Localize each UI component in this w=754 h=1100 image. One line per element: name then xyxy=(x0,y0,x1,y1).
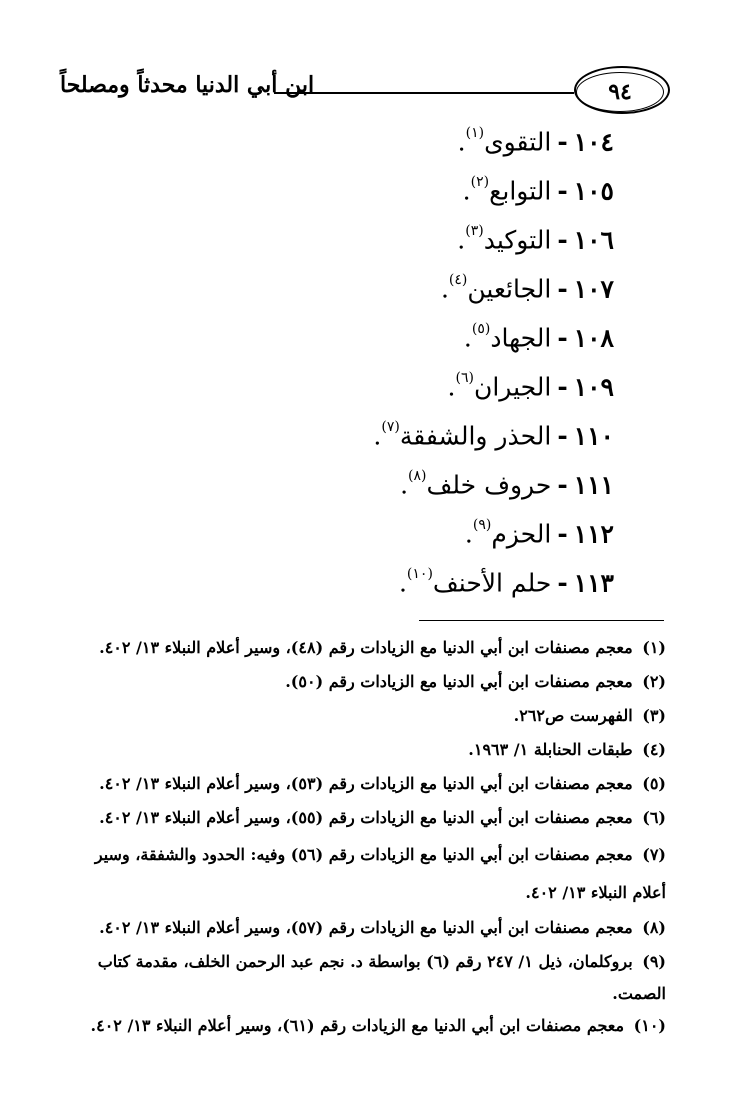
header-rule xyxy=(274,92,574,94)
footnote-ref[interactable]: (١) xyxy=(465,125,485,141)
list-item: ١٠٧-الجائعين$^{(٤)}$. xyxy=(440,272,614,304)
footnote-ref[interactable]: (٣) xyxy=(465,223,484,239)
footnote-ref[interactable]: (٤) xyxy=(448,272,468,288)
footnote-ref[interactable]: (٨) xyxy=(408,468,427,484)
footnote xyxy=(70,836,666,912)
entry-number: ١٠٨ xyxy=(573,323,614,353)
footnote-text: معجم مصنفات ابن أبي الدنيا مع الزيادات رقم (٥٥)، وسير أعلام النبلاء ١٣/ ٤٠٢. xyxy=(99,808,633,827)
footnote-number: (١٠) xyxy=(633,1016,666,1035)
footnote xyxy=(70,802,666,836)
list-item: ١٠٨-الجهاد$^{(٥)}$. xyxy=(463,321,614,353)
footnote xyxy=(70,912,666,946)
list-item: ١١١-حروف خلف$^{(٨)}$. xyxy=(400,468,614,500)
footnote-ref[interactable]: (١٠) xyxy=(406,566,433,582)
footnotes xyxy=(70,632,666,1044)
list-item: ١٠٦-التوكيد$^{(٣)}$. xyxy=(457,223,614,255)
footnote-number: (٣) xyxy=(642,706,666,725)
footnote-ref[interactable]: (٧) xyxy=(381,419,400,435)
entry-number: ١٠٥ xyxy=(573,176,614,206)
footnote-number: (٩) xyxy=(642,952,666,971)
footnote xyxy=(70,768,666,802)
footnote-text: الفهرست ص٢٦٢. xyxy=(513,706,633,725)
footnote-number: (٥) xyxy=(642,774,666,793)
list-item: ١٠٩-الجيران$^{(٦)}$. xyxy=(447,370,614,402)
footnote-ref[interactable]: (٢) xyxy=(470,174,490,190)
entry-number: ١١٣ xyxy=(573,568,614,598)
footnote xyxy=(70,666,666,700)
entry-title: الجهاد xyxy=(490,323,552,353)
entry-number: ١١٠ xyxy=(573,421,614,451)
entry-number: ١١٢ xyxy=(573,519,614,549)
footnote-text: بروكلمان، ذيل ١/ ٢٤٧ رقم (٦) بواسطة د. نجم عبد الرحمن الخلف، مقدمة كتاب الصمت. xyxy=(97,952,666,1003)
footnote-divider xyxy=(419,620,664,621)
footnote-text: معجم مصنفات ابن أبي الدنيا مع الزيادات رقم (٥٣)، وسير أعلام النبلاء ١٣/ ٤٠٢. xyxy=(99,774,633,793)
footnote-ref[interactable]: (٦) xyxy=(455,370,474,386)
entry-title: التوابع xyxy=(489,176,552,206)
footnote-text: طبقات الحنابلة ١/ ١٩٦٣. xyxy=(468,740,633,759)
entry-number: ١٠٦ xyxy=(573,225,614,255)
footnote-number: (١) xyxy=(642,638,666,657)
page-header xyxy=(60,62,670,122)
footnote-number: (٨) xyxy=(642,918,666,937)
footnote-number: (٧) xyxy=(642,845,666,864)
footnote-text: معجم مصنفات ابن أبي الدنيا مع الزيادات رقم (٦١)، وسير أعلام النبلاء ١٣/ ٤٠٢. xyxy=(90,1016,625,1035)
footnote-ref[interactable]: (٩) xyxy=(472,517,492,533)
footnote-text: معجم مصنفات ابن أبي الدنيا مع الزيادات رقم (٥٠). xyxy=(285,672,633,691)
entry-number: ١٠٩ xyxy=(573,372,614,402)
footnote xyxy=(70,946,666,1010)
footnote-text: معجم مصنفات ابن أبي الدنيا مع الزيادات رقم (٥٦) وفيه: الحدود والشفقة، وسير أعلام النبلاء ١٣/ ٤٠٢. xyxy=(94,845,666,902)
entry-title: الجيران xyxy=(473,372,552,402)
list-item: ١٠٤-التقوى$^{(١)}$. xyxy=(457,125,614,157)
entry-title: حلم الأحنف xyxy=(432,568,552,598)
list-item: ١١٢-الحزم$^{(٩)}$. xyxy=(464,517,614,549)
page-number: ٩٤ xyxy=(576,72,664,112)
page-number-badge xyxy=(574,66,670,114)
footnote-number: (٢) xyxy=(642,672,666,691)
footnote-number: (٦) xyxy=(642,808,666,827)
entry-number: ١١١ xyxy=(573,470,614,500)
book-list xyxy=(254,117,614,607)
entry-number: ١٠٤ xyxy=(573,127,614,157)
footnote xyxy=(70,734,666,768)
entry-title: الحزم xyxy=(491,519,552,549)
footnote xyxy=(70,632,666,666)
running-title: ابن أبي الدنيا محدثاً ومصلحاً xyxy=(60,72,315,98)
entry-title: التقوى xyxy=(484,127,552,157)
footnote-ref[interactable]: (٥) xyxy=(471,321,491,337)
entry-title: حروف خلف xyxy=(426,470,552,500)
list-item: ١١٠-الحذر والشفقة$^{(٧)}$. xyxy=(373,419,614,451)
entry-number: ١٠٧ xyxy=(573,274,614,304)
entry-title: الحذر والشفقة xyxy=(399,421,552,451)
footnote-text: معجم مصنفات ابن أبي الدنيا مع الزيادات رقم (٥٧)، وسير أعلام النبلاء ١٣/ ٤٠٢. xyxy=(99,918,633,937)
footnote-text: معجم مصنفات ابن أبي الدنيا مع الزيادات رقم (٤٨)، وسير أعلام النبلاء ١٣/ ٤٠٢. xyxy=(99,638,633,657)
footnote-number: (٤) xyxy=(642,740,666,759)
footnote xyxy=(70,700,666,734)
entry-title: الجائعين xyxy=(467,274,552,304)
list-item: ١٠٥-التوابع$^{(٢)}$. xyxy=(462,174,614,206)
entry-title: التوكيد xyxy=(483,225,552,255)
footnote xyxy=(70,1010,666,1044)
list-item: ١١٣-حلم الأحنف$^{(١٠)}$. xyxy=(398,566,614,598)
